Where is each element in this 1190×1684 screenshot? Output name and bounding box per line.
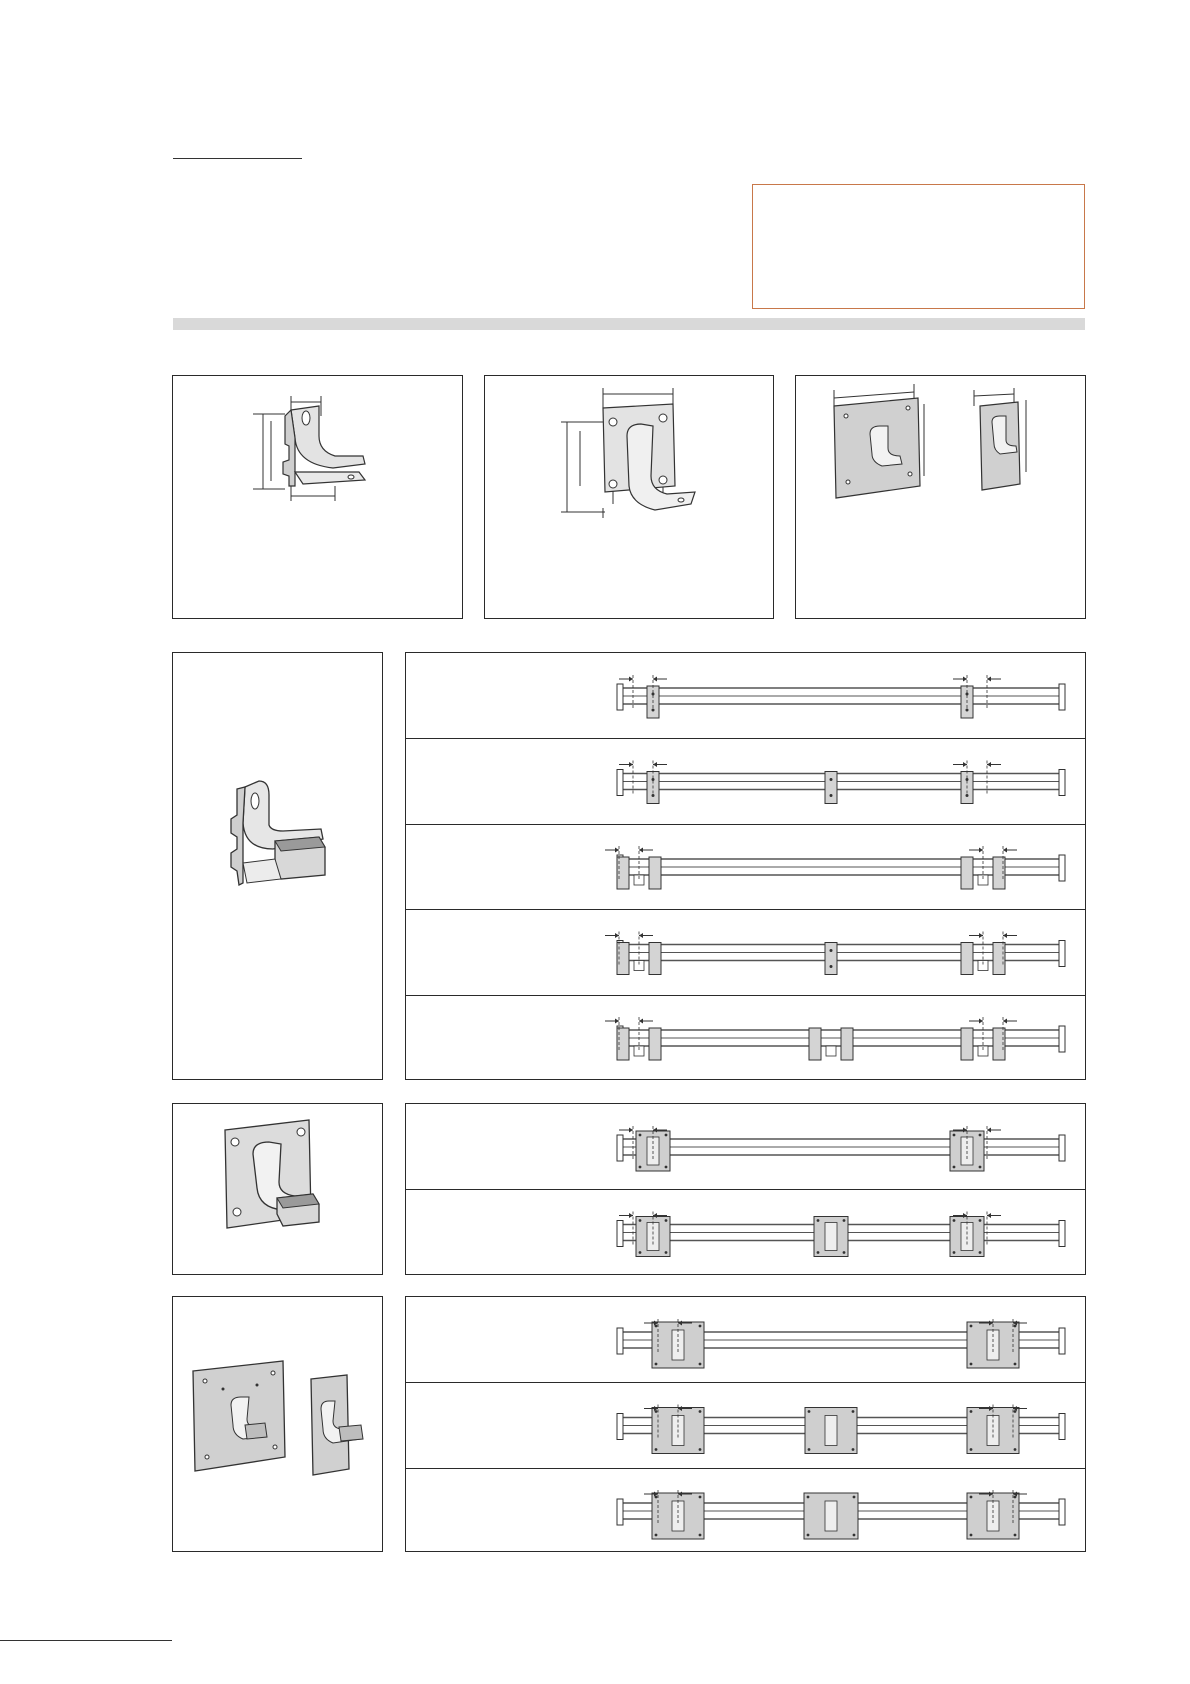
wall-plate-bracket-icon xyxy=(173,1297,382,1551)
panel-large-plates-dimensions xyxy=(795,375,1086,619)
rail-configuration-row xyxy=(617,1405,1065,1454)
header-band xyxy=(173,318,1085,330)
title-rule xyxy=(173,158,302,159)
section-1-product-panel xyxy=(172,652,383,1080)
rail-configuration-row xyxy=(617,761,1065,804)
rail-configuration-row xyxy=(605,846,1065,889)
section-3-configurations xyxy=(405,1296,1086,1552)
section-2-product-panel xyxy=(172,1103,383,1275)
rail-configuration-row xyxy=(617,1319,1065,1368)
rail-configuration-row xyxy=(617,1212,1065,1257)
section-2-rail-diagrams xyxy=(406,1104,1085,1274)
section-2-configurations xyxy=(405,1103,1086,1275)
rail-configuration-row xyxy=(617,1126,1065,1171)
section-1-rail-diagrams xyxy=(406,653,1085,1079)
rail-configuration-row xyxy=(605,1017,1065,1060)
plate-bracket-icon xyxy=(173,1104,382,1274)
panel-angle-bracket-dimensions xyxy=(172,375,463,619)
rail-configuration-row xyxy=(617,675,1065,718)
section-3-rail-diagrams xyxy=(406,1297,1085,1551)
section-1-configurations xyxy=(405,652,1086,1080)
plate-bracket-dimension-icon xyxy=(485,376,773,618)
section-3-product-panel xyxy=(172,1296,383,1552)
accent-box xyxy=(752,184,1085,309)
rail-configuration-row xyxy=(605,932,1065,975)
panel-plate-bracket-dimensions xyxy=(484,375,774,619)
footer-rule xyxy=(0,1640,172,1641)
angle-bracket-icon xyxy=(173,653,382,1079)
angle-bracket-dimension-icon xyxy=(173,376,462,618)
large-plates-dimension-icon xyxy=(796,376,1085,618)
rail-configuration-row xyxy=(617,1490,1065,1539)
